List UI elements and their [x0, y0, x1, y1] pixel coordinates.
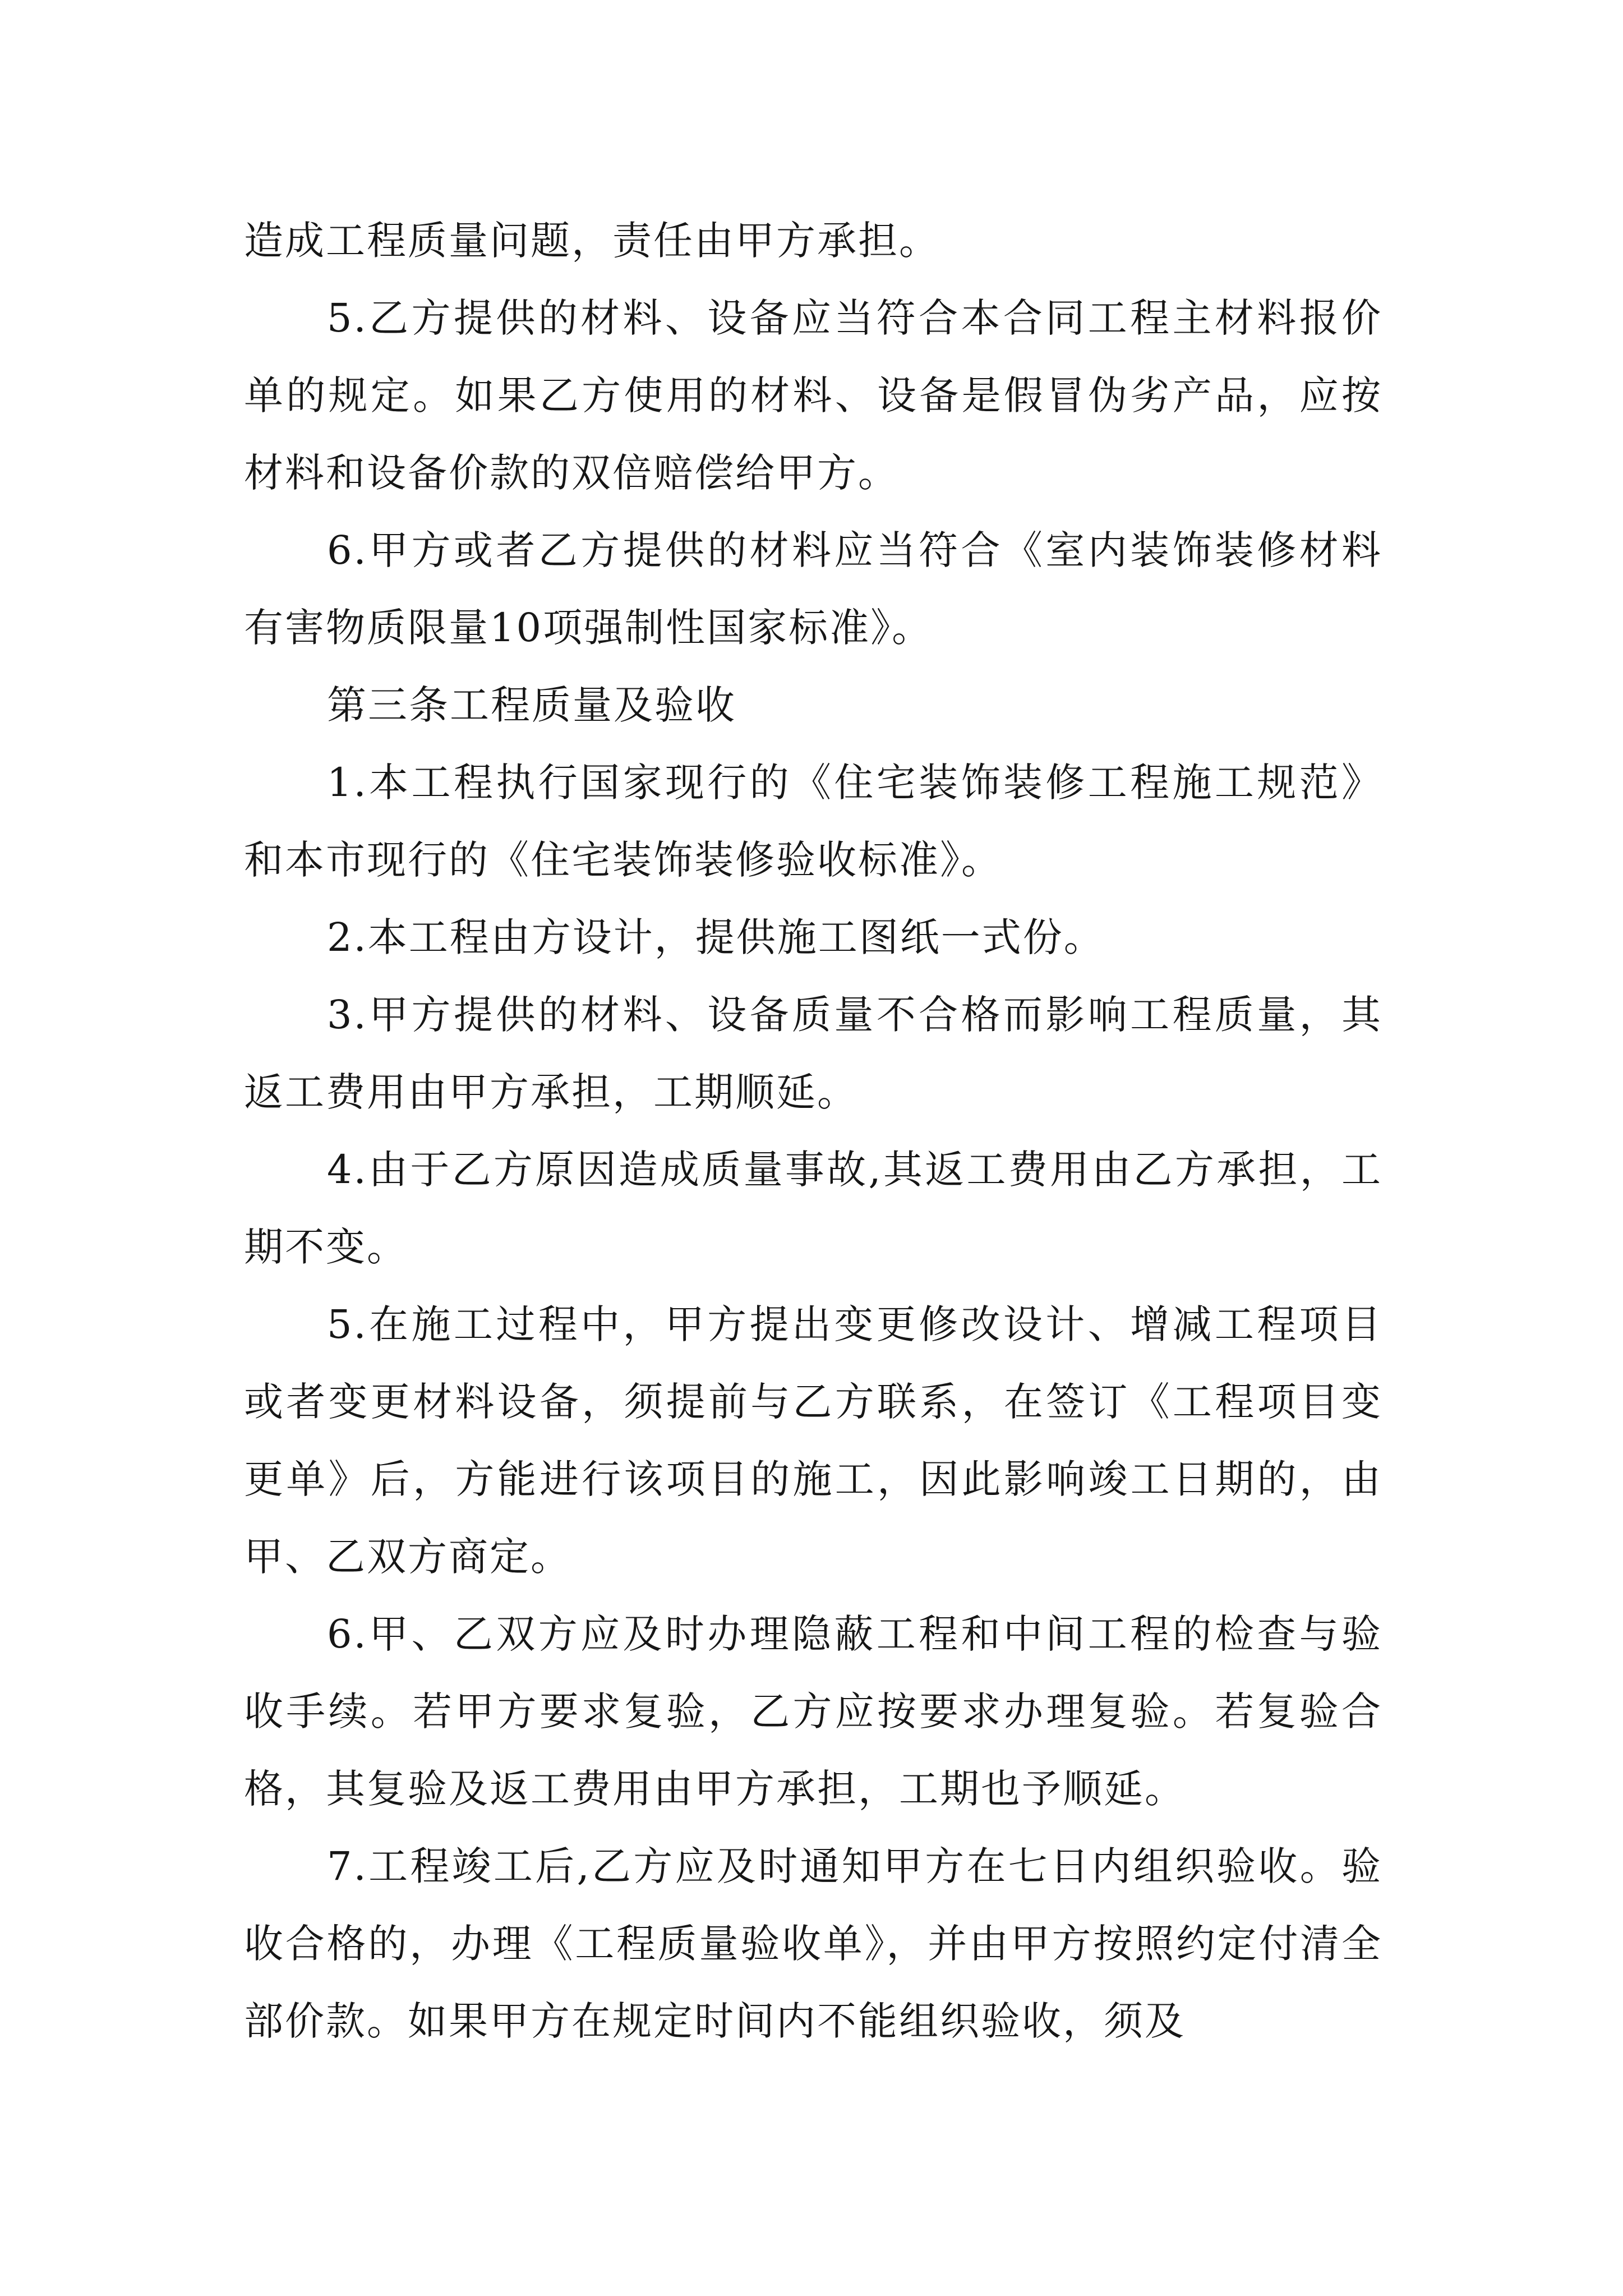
paragraph-item-5-materials: 5.乙方提供的材料、设备应当符合本合同工程主材料报价单的规定。如果乙方使用的材料、设备是假冒伪劣产品，应按材料和设备价款的双倍赔偿给甲方。 [244, 295, 1382, 496]
paragraph-item-1-regulations: 1.本工程执行国家现行的《住宅装饰装修工程施工规范》和本市现行的《住宅装饰装修验收标准》。 [244, 760, 1382, 883]
paragraph-item-6-standards: 6.甲方或者乙方提供的材料应当符合《室内装饰装修材料有害物质限量10项强制性国家标准》。 [244, 527, 1382, 651]
paragraph-item-5-changes: 5.在施工过程中，甲方提出变更修改设计、增减工程项目或者变更材料设备，须提前与乙方联系，在签订《工程项目变更单》后，方能进行该项目的施工，因此影响竣工日期的，由甲、乙双方商定。 [244, 1301, 1382, 1580]
document-body [244, 202, 1382, 2060]
paragraph-item-2-design: 2.本工程由方设计，提供施工图纸一式份。 [327, 914, 1105, 960]
paragraph-item-3-party-a-materials: 3.甲方提供的材料、设备质量不合格而影响工程质量，其返工费用由甲方承担，工期顺延。 [244, 992, 1382, 1115]
paragraph-continuation: 造成工程质量问题，责任由甲方承担。 [244, 218, 940, 264]
paragraph-item-4-party-b-accident: 4.由于乙方原因造成质量事故,其返工费用由乙方承担，工期不变。 [244, 1147, 1382, 1270]
paragraph-item-6-inspection: 6.甲、乙双方应及时办理隐蔽工程和中间工程的检查与验收手续。若甲方要求复验，乙方应按要求办理复验。若复验合格，其复验及返工费用由甲方承担，工期也予顺延。 [244, 1611, 1382, 1812]
section-heading-article-3: 第三条工程质量及验收 [327, 682, 736, 728]
paragraph-item-7-completion: 7.工程竣工后,乙方应及时通知甲方在七日内组织验收。验收合格的，办理《工程质量验收单》，并由甲方按照约定付清全部价款。如果甲方在规定时间内不能组织验收，须及 [244, 1843, 1382, 2044]
